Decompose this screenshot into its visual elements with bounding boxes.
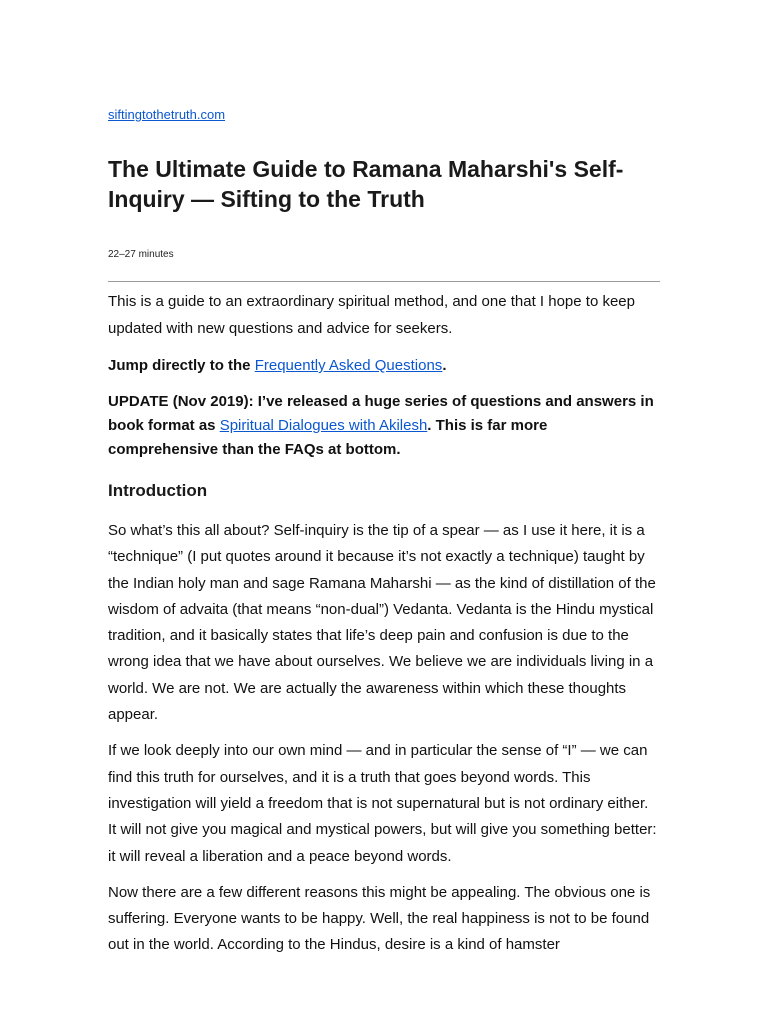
- jump-paragraph: [108, 354, 660, 378]
- body-paragraph: Now there are a few different reasons this might be appealing. The obvious one is suffering. Everyone wants to be happy. Well, the real happiness is not to be found out in the world. According to the Hindus, desire is a kind of hamster: [108, 883, 651, 954]
- article-content: [108, 288, 660, 959]
- page-title: The Ultimate Guide to Ramana Maharshi's Self-Inquiry — Sifting to the Truth: [108, 156, 624, 212]
- update-paragraph: [108, 390, 660, 462]
- update-label: UPDATE (Nov 2019): [108, 393, 249, 410]
- body-paragraph: So what’s this all about? Self-inquiry is the tip of a spear — as I use it here, it is a “technique” (I put quotes around it because it’s not exactly a technique) taught by the Indian holy man and sage Ramana Maharshi — as the kind of distillation of the wisdom of advaita (that means “non-dual”) Vedanta. Vedanta is the Hindu mystical tradition, and it basically states that life’s deep pain and confusion is due to the wrong idea that we have about ourselves. We believe we are individuals living in a world. We are not. We are actually the awareness within which these thoughts appear.: [108, 522, 656, 724]
- site-link[interactable]: siftingtothetruth.com: [108, 107, 226, 122]
- update-text-1: : I’ve released a huge series of questions and answers in book format as: [108, 393, 654, 434]
- jump-prefix: Jump directly to the: [108, 357, 255, 374]
- faq-link[interactable]: Frequently Asked Questions: [254, 357, 443, 374]
- intro-paragraph: This is a guide to an extraordinary spiritual method, and one that I hope to keep updated with new questions and advice for seekers.: [108, 293, 635, 337]
- header-divider: [108, 281, 660, 282]
- jump-suffix: .: [442, 357, 447, 374]
- body-paragraph: If we look deeply into our own mind — and in particular the sense of “I” — we can find this truth for ourselves, and it is a truth that goes beyond words. This investigation will yield a freedom that is not supernatural but is not ordinary either. It will not give you magical and mystical powers, but will give you something better: it will reveal a liberation and a peace beyond words.: [108, 742, 657, 865]
- spiritual-dialogues-link[interactable]: Spiritual Dialogues with Akilesh: [219, 417, 428, 434]
- update-text-2: . This is far more comprehensive than the FAQs at bottom.: [108, 417, 548, 458]
- section-heading-introduction: Introduction: [108, 481, 208, 500]
- read-time: 22–27 minutes: [108, 249, 174, 260]
